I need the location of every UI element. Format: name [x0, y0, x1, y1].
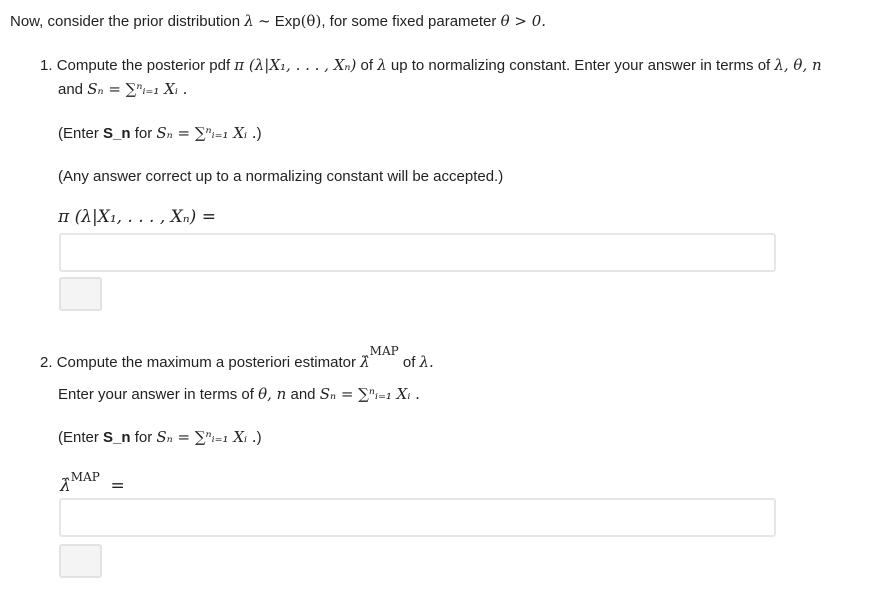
- q2-hint-prefix: (Enter: [58, 429, 104, 446]
- exp-label: Exp: [274, 13, 301, 30]
- q2-terms: [58, 385, 420, 403]
- intro-sentence: [10, 12, 546, 30]
- intro-text: Now, consider the prior distribution: [10, 13, 245, 30]
- q2-hint-sn: S_n: [103, 429, 131, 446]
- q2-hint-expr: Sₙ = ∑ⁿᵢ₌₁ Xᵢ .: [156, 428, 257, 446]
- q1-pdf-expr: π (λ|X₁, . . . , Xₙ): [234, 56, 357, 74]
- q1-lambda: λ: [377, 56, 387, 74]
- q2-hint: [58, 428, 262, 446]
- q1-hint-for: for: [130, 125, 157, 142]
- q1-number: 1.: [40, 57, 53, 74]
- q1-vars: λ, θ, n: [774, 56, 822, 74]
- q2-terms-text: Enter your answer in terms of: [58, 386, 254, 403]
- q1-answer-expr: π (λ|X₁, . . . , Xₙ) =: [58, 207, 216, 227]
- q1-note: (Any answer correct up to a normalizing constant will be accepted.): [58, 168, 504, 185]
- q2-prompt: [40, 344, 434, 371]
- theta-param: (θ): [300, 12, 322, 30]
- q1-hint-prefix: (Enter: [58, 125, 104, 142]
- q1-and: and: [58, 81, 84, 98]
- q1-preview-button[interactable]: [59, 277, 102, 311]
- q2-lambda: λ.: [419, 353, 434, 371]
- intro-text-after: , for some fixed parameter: [321, 13, 501, 30]
- q1-hint-expr: Sₙ = ∑ⁿᵢ₌₁ Xᵢ .: [156, 124, 257, 142]
- q2-answer-input[interactable]: [59, 498, 776, 537]
- q1-answer-label: [58, 207, 216, 227]
- q2-hint-for: for: [130, 429, 157, 446]
- q2-answer-equals: =: [110, 476, 125, 496]
- q1-hint-suffix: ): [256, 125, 262, 142]
- q2-terms-expr: Sₙ = ∑ⁿᵢ₌₁ Xᵢ .: [319, 385, 420, 403]
- q1-text: Compute the posterior pdf: [56, 57, 231, 74]
- q2-map-superscript: MAP: [369, 344, 399, 358]
- q2-answer-map: MAP: [70, 470, 100, 484]
- q2-preview-button[interactable]: [59, 544, 102, 578]
- q1-prompt-line2: [58, 80, 187, 98]
- q1-prompt: [40, 56, 822, 74]
- q2-answer-lambda-hat: λ̂: [60, 476, 71, 496]
- q1-sn-expr: Sₙ = ∑ⁿᵢ₌₁ Xᵢ .: [87, 80, 188, 98]
- lambda-symbol: λ: [244, 12, 254, 30]
- q2-terms-and: and: [290, 386, 316, 403]
- q2-terms-vars: θ, n: [258, 385, 287, 403]
- q2-text: Compute the maximum a posteriori estimator: [56, 354, 356, 371]
- theta-condition: θ > 0.: [500, 12, 547, 30]
- q1-hint: [58, 124, 262, 142]
- q1-answer-input[interactable]: [59, 233, 776, 272]
- q2-of: of: [402, 354, 416, 371]
- q2-hint-suffix: ): [256, 429, 262, 446]
- q1-hint-sn: S_n: [103, 125, 131, 142]
- sim-symbol: ~: [257, 12, 271, 30]
- q2-lambda-hat: λ̂: [360, 353, 370, 371]
- q2-answer-label: [60, 470, 125, 496]
- q1-text-terms: up to normalizing constant. Enter your answer in terms of: [390, 57, 771, 74]
- q2-number: 2.: [40, 354, 53, 371]
- q1-of: of: [360, 57, 374, 74]
